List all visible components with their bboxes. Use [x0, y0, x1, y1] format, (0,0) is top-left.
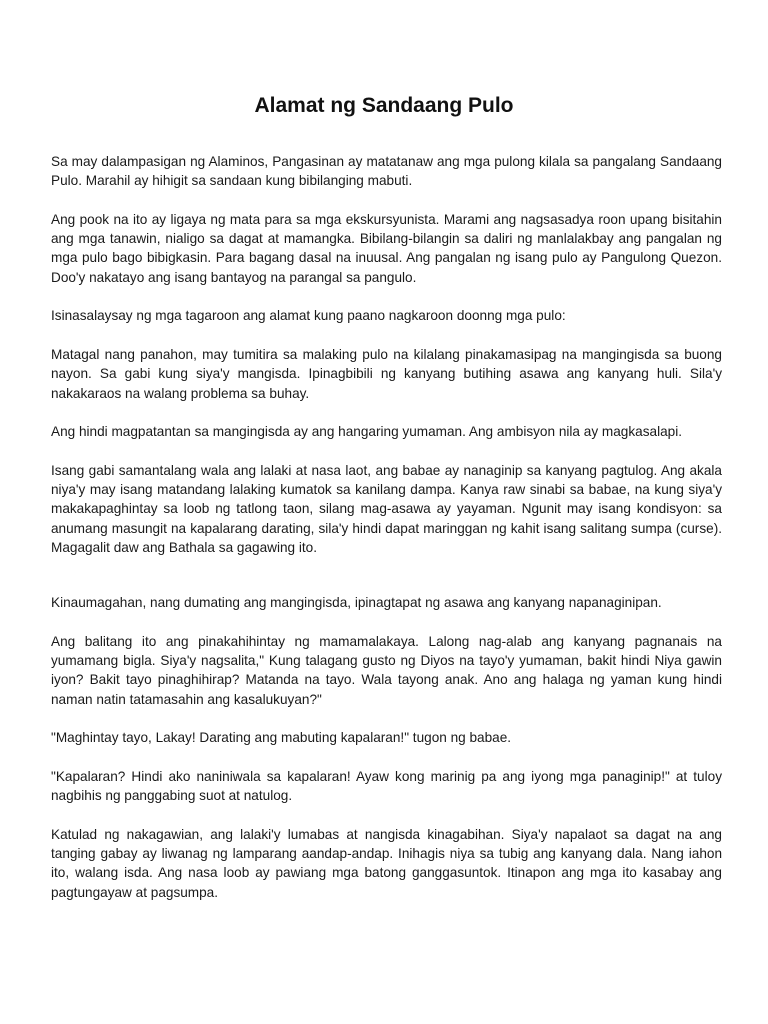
paragraph-10: "Kapalaran? Hindi ako naniniwala sa kapalaran! Ayaw kong marinig pa ang iyong mga panaginip!" at tuloy nagbihis ng panggabing suot at natulog.: [51, 768, 722, 804]
document-body: [51, 152, 722, 902]
paragraph-1: Sa may dalampasigan ng Alaminos, Pangasinan ay matatanaw ang mga pulong kilala sa pangalang Sandaang Pulo. Marahil ay hihigit sa sandaan kung bibilanging mabuti.: [51, 154, 722, 189]
paragraph-7: Kinaumagahan, nang dumating ang mangingisda, ipinagtapat ng asawa ang kanyang napanaginipan.: [51, 595, 662, 611]
paragraph-9: "Maghintay tayo, Lakay! Darating ang mabuting kapalaran!" tugon ng babae.: [51, 730, 512, 746]
paragraph-4: Matagal nang panahon, may tumitira sa malaking pulo na kilalang pinakamasipag na mangingisda sa buong nayon. Sa gabi kung siya'y mangisda. Ipinagbibili ng kanyang butihing asawa ang kanyang huli. Sila'y nakakaraos na walang problema sa buhay.: [51, 346, 722, 401]
paragraph-5: Ang hindi magpatantan sa mangingisda ay ang hangaring yumaman. Ang ambisyon nila ay magkasalapi.: [51, 424, 683, 440]
paragraph-11: Katulad ng nakagawian, ang lalaki'y lumabas at nangisda kinagabihan. Siya'y napalaot sa dagat na ang tanging gabay ay liwanag ng lamparang aandap-andap. Inihagis niya sa tubig ang kanyang dala. Nang iahon ito, walang isda. Ang nasa loob ay pawiang mga batong ganggasuntok. Itinapon ang mga ito kasabay ang pagtungayaw at pagsumpa.: [51, 826, 722, 900]
paragraph-6: Isang gabi samantalang wala ang lalaki at nasa laot, ang babae ay nanaginip sa kanyang pagtulog. Ang akala niya'y may isang matandang lalaking kumatok sa kanilang dampa. Kanya raw sinabi sa babae, na kung siya'y makakapaghintay sa loob ng tatlong taon, silang mag-asawa ay yayaman. Ngunit may isang kondisyon: sa anumang masungit na kapalarang darating, sila'y hindi dapat maringgan ng kahit isang salitang sumpa (curse). Magagalit daw ang Bathala sa gagawing ito.: [51, 462, 722, 555]
document-title: Alamat ng Sandaang Pulo: [254, 94, 514, 117]
paragraph-8: Ang balitang ito ang pinakahihintay ng mamamalakaya. Lalong nag-alab ang kanyang pagnanais na yumamang bigla. Siya'y nagsalita," Kung talagang gusto ng Diyos na tayo'y yumaman, bakit hindi Niya gawin iyon? Bakit tayo pinaghihirap? Matanda na tayo. Wala tayong anak. Ano ang halaga ng yaman kung hindi naman natin tatamasahin ang kasalukuyan?": [51, 633, 722, 707]
paragraph-2: Ang pook na ito ay ligaya ng mata para sa mga ekskursyunista. Marami ang nagsasadya roon upang bisitahin ang mga tanawin, nialigo sa dagat at mamangka. Bibilang-bilangin sa daliri ng manlalakbay ang pangalan ng mga pulo bago bibigkasin. Para bagang dasal na inuusal. Ang pangalan ng isang pulo ay Pangulong Quezon. Doo'y nakatayo ang isang bantayog na parangal sa pangulo.: [51, 211, 722, 285]
paragraph-3: Isinasalaysay ng mga tagaroon ang alamat kung paano nagkaroon doonng mga pulo:: [51, 308, 566, 324]
